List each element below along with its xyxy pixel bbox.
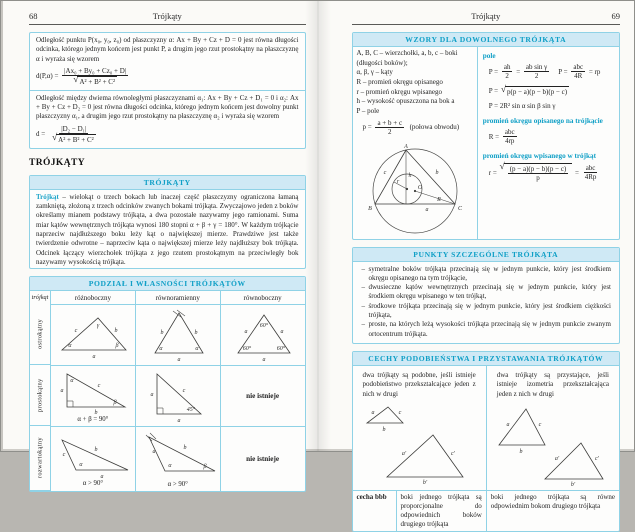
svg-text:c′: c′	[451, 450, 456, 457]
svg-text:b′: b′	[422, 479, 428, 486]
similarity-cell	[353, 366, 486, 490]
svg-text:a: a	[244, 329, 248, 336]
svg-text:α: α	[159, 346, 163, 353]
svg-text:r: r	[396, 178, 399, 185]
box-title: PUNKTY SZCZEGÓLNE TRÓJKĄTA	[353, 248, 620, 262]
page-header-left	[29, 11, 306, 21]
special-point-item: – proste, na których leżą wysokości trójkąta przecinają się w jednym punkcie zwanym ortocentrum trójkąta.	[361, 320, 612, 339]
svg-text:a′: a′	[554, 455, 560, 462]
svg-text:60°: 60°	[259, 323, 268, 330]
header-rule	[29, 24, 306, 25]
svg-text:b: b	[183, 445, 187, 452]
svg-text:B: B	[367, 205, 372, 212]
obtuse-scalene-caption: α > 90°	[82, 480, 104, 488]
distance-point-plane-text: Odległość punktu P(x₀, y₀, z₀) od płaszczyzny α: Ax + By + Cz + D = 0 jest równa długości odcinka, którego jednym końcem jest punkt P, a drugim jego rzut prostokątny na płaszczyznę α i wyraża się wzorem	[36, 36, 299, 63]
sss-similarity-text: boki jednego trójkąta są proporcjonalne do odpowiednich boków drugiego trójkąta	[400, 492, 482, 529]
svg-text:a: a	[425, 206, 429, 213]
legend-line: A, B, C – wierzchołki, a, b, c – boki (długości boków);	[356, 49, 458, 67]
box-title: WZORY DLA DOWOLNEGO TRÓJKĄTA	[353, 33, 620, 47]
notation-column	[353, 47, 478, 239]
svg-text:a: a	[371, 409, 375, 416]
svg-text:a: a	[152, 449, 156, 456]
table-title: PODZIAŁ I WŁASNOŚCI TRÓJKĄTÓW	[30, 277, 305, 291]
svg-text:60°: 60°	[276, 346, 285, 353]
svg-text:a: a	[506, 421, 510, 428]
special-points-box	[352, 247, 621, 344]
legend-line: R – promień okręgu opisanego	[356, 77, 443, 86]
page-69	[318, 1, 635, 529]
incircle-circumcircle-diagram	[357, 143, 473, 235]
svg-text:h: h	[408, 172, 412, 179]
svg-text:a: a	[262, 357, 266, 364]
area-formula-sines: P = 2R² sin α sin β sin γ	[488, 102, 556, 110]
distance-parallel-planes-formula: d = |D₂ − D₁| √ A² + B² + C²	[36, 124, 94, 144]
svg-text:c: c	[74, 328, 78, 335]
svg-text:a: a	[177, 357, 181, 364]
special-point-item: – środkowe trójkąta przecinają się w jednym punkcie, który jest środkiem ciężkości trójkąta,	[361, 302, 612, 321]
svg-text:c: c	[97, 383, 101, 390]
right-scalene-triangle-cell	[50, 365, 135, 426]
special-point-item: – symetralne boków trójkąta przecinają się w jednym punkcie, który jest środkiem okręgu opisanego na tym trójkącie,	[361, 265, 612, 284]
circumradius-heading: promień okręgu opisanego na trójkącie	[482, 117, 603, 125]
similarity-text: dwa trójkąty są podobne, jeśli istnieje podobieństwo przekształcające jeden z nich w drugi	[362, 370, 476, 398]
not-exists-label: nie istnieje	[246, 392, 280, 401]
triangle-definition-text	[30, 190, 305, 268]
svg-text:b: b	[160, 330, 164, 337]
congruence-text: dwa trójkąty są przystające, jeśli istnieje izometria przekształcająca jeden z nich w drugi	[496, 370, 609, 398]
page-number: 69	[611, 11, 620, 21]
area-heading: pole	[482, 52, 496, 60]
svg-text:b: b	[194, 330, 198, 337]
semiperimeter-formula: p = $\frac{a + b + c}{2}$ (połowa obwodu)	[362, 118, 460, 136]
svg-text:R: R	[436, 196, 441, 203]
running-head: Trójkąty	[152, 11, 182, 21]
definition-body: – wielokąt o trzech bokach lub inaczej część płaszczyzny ograniczona łamaną zamkniętą, złożoną z trzech odcinków zwanych bokami trójkąta. Zwyczajowo jeden z boków określamy mianem podstawy trójkąta, a dwa pozostałe nazywamy jego ramionami. Suma miar kątów wewnętrznych trójkąta wynosi 180 stopni α + β + γ = 180°. W każdym trójkącie naprzeciw najdłuższego boku leży kąt o największej mierze. Prawdziwe jest także twierdzenie odwrotne – naprzeciw kąta o największej mierze leży najdłuższy bok trójkąta. Odcinek łączący wierzchołek trójkąta z jego rzutem prostokątnym na przeciwległy bok nazywamy wysokością trójkąta.	[36, 192, 299, 266]
svg-text:b: b	[435, 169, 439, 176]
svg-text:α: α	[195, 346, 199, 353]
page-number: 68	[29, 11, 38, 21]
svg-text:β: β	[203, 464, 207, 471]
equilateral-triangle-diagram	[220, 304, 305, 365]
legend-line: h – wysokość opuszczona na bok a	[356, 97, 455, 106]
special-point-item: – dwusieczne kątów wewnętrznych przecinają się w jednym punkcie, który jest środkiem okręgu wpisanego w ten trójkąt,	[361, 283, 612, 302]
similar-triangles-diagram	[357, 403, 482, 485]
area-formula-heron: P = √ p(p − a)(p − b)(p − c)	[488, 85, 568, 96]
svg-text:a: a	[100, 474, 104, 481]
svg-text:c: c	[398, 409, 402, 416]
right-equilateral-cell	[220, 365, 305, 426]
similarity-grid	[353, 366, 620, 490]
svg-text:A: A	[403, 143, 408, 150]
svg-text:60°: 60°	[242, 346, 251, 353]
area-formula-1: P = $\frac{ah}{2}$ = $\frac{\text{ab sin γ}}{2}$ P = $\frac{\text{abc}}{4R}$ = rp	[488, 63, 601, 80]
inradius-formula: r = √ $\frac{(p - a)(p - b)(p - c)}{p}$ = $\frac{\text{abc}}{4Rp}$	[488, 162, 597, 182]
svg-text:α: α	[79, 462, 83, 469]
classification-table	[30, 291, 305, 491]
svg-text:c: c	[62, 452, 66, 459]
triangle-definition-box	[29, 175, 306, 269]
column-header-isosceles: równoramienny	[135, 291, 220, 304]
circumradius-formula: R = $\frac{\text{abc}}{4rp}$	[488, 128, 515, 145]
section-heading: TRÓJKĄTY	[29, 157, 85, 168]
svg-text:b: b	[114, 328, 118, 335]
right-scalene-triangle-diagram	[54, 369, 132, 415]
sss-criterion-row	[353, 490, 620, 531]
legend-line: r – promień okręgu wpisanego	[356, 87, 443, 96]
svg-text:b: b	[382, 426, 386, 433]
notation-legend	[357, 49, 473, 117]
row-header-acute: ostrokątny	[30, 304, 50, 365]
not-exists-label: nie istnieje	[246, 455, 280, 464]
formulas-column	[478, 47, 619, 239]
definition-term: Trójkąt	[36, 192, 59, 201]
obtuse-equilateral-cell	[220, 426, 305, 491]
column-header-equilateral: równoboczny	[220, 291, 305, 304]
special-points-list	[353, 262, 620, 343]
row-header-right: prostokątny	[30, 365, 50, 426]
svg-text:a: a	[150, 392, 154, 399]
similarity-congruence-box	[352, 351, 621, 532]
right-isosceles-triangle-diagram	[135, 365, 220, 426]
svg-text:b′: b′	[570, 481, 576, 488]
svg-text:c: c	[538, 421, 542, 428]
criterion-label: cecha bbb	[353, 491, 397, 531]
obtuse-isosceles-triangle-diagram	[139, 430, 217, 480]
obtuse-isosceles-caption: α > 90°	[167, 481, 188, 489]
svg-text:O: O	[417, 184, 422, 191]
svg-text:α: α	[70, 378, 74, 385]
svg-text:a: a	[177, 418, 181, 425]
svg-text:β: β	[113, 400, 117, 407]
any-triangle-formulas-box	[352, 32, 621, 240]
row-header-obtuse: rozwartokątny	[30, 426, 50, 491]
sss-congruence-text: boki jednego trójkąta są równe odpowiednim bokom drugiego trójkąta	[486, 491, 619, 531]
distance-formulas-box	[29, 32, 306, 149]
inradius-heading: promień okręgu wpisanego w trójkąt	[482, 152, 597, 160]
legend-line: α, β, γ – kąty	[356, 68, 393, 77]
svg-text:α: α	[68, 343, 72, 350]
table-corner-label: trójkąt	[31, 294, 49, 302]
formulas-columns	[353, 47, 620, 239]
distance-parallel-planes-text: Odległość między dwiema równoległymi płaszczyznami α₁: Ax + By + Cz + D₁ = 0 i α₂: Ax + By + Cz + D₂ = 0 jest równa długości odcinka, którego jednym końcem jest dowolny punkt płaszczyzny α₁, a drugim jego rzut prostokątny na płaszczyznę α₂ i wyraża się wzorem	[36, 93, 299, 121]
congruence-cell	[486, 366, 619, 490]
svg-text:α: α	[168, 463, 172, 470]
box-title: CECHY PODOBIEŃSTWA I PRZYSTAWANIA TRÓJKĄTÓW	[353, 352, 620, 366]
svg-text:C: C	[457, 205, 462, 212]
svg-text:a′: a′	[401, 450, 407, 457]
distance-point-plane-formula: d(P,α) = |Ax₀ + By₀ + Cz₀ + D| √ A² + B² + C²	[36, 66, 127, 86]
acute-scalene-triangle-diagram	[50, 304, 135, 365]
right-scalene-caption: α + β = 90°	[77, 416, 109, 424]
svg-text:a: a	[280, 329, 284, 336]
obtuse-scalene-triangle-cell	[50, 426, 135, 491]
obtuse-isosceles-triangle-cell	[135, 426, 220, 491]
triangle-classification-box	[29, 276, 306, 492]
congruent-triangles-diagram	[491, 403, 615, 487]
column-header-scalene: różnoboczny	[50, 291, 135, 304]
svg-text:b: b	[94, 447, 98, 454]
page-68	[1, 1, 318, 489]
svg-text:b: b	[519, 448, 523, 455]
svg-text:c: c	[383, 169, 386, 176]
svg-text:a: a	[92, 354, 96, 361]
svg-text:b: b	[94, 410, 98, 417]
svg-text:c′: c′	[594, 455, 599, 462]
obtuse-scalene-triangle-diagram	[54, 431, 132, 479]
acute-isosceles-triangle-diagram	[135, 304, 220, 365]
running-head: Trójkąty	[471, 11, 501, 21]
header-rule	[352, 24, 621, 25]
page-header-right	[352, 11, 621, 21]
distance-point-plane-section	[30, 33, 305, 90]
svg-text:c: c	[182, 388, 186, 395]
distance-parallel-planes-section	[30, 91, 305, 148]
svg-text:45°: 45°	[186, 407, 195, 414]
box-title: TRÓJKĄTY	[30, 176, 305, 190]
svg-text:β: β	[115, 343, 119, 350]
legend-line: P – pole	[356, 106, 380, 115]
svg-text:γ: γ	[96, 323, 100, 330]
svg-text:a: a	[60, 388, 64, 395]
